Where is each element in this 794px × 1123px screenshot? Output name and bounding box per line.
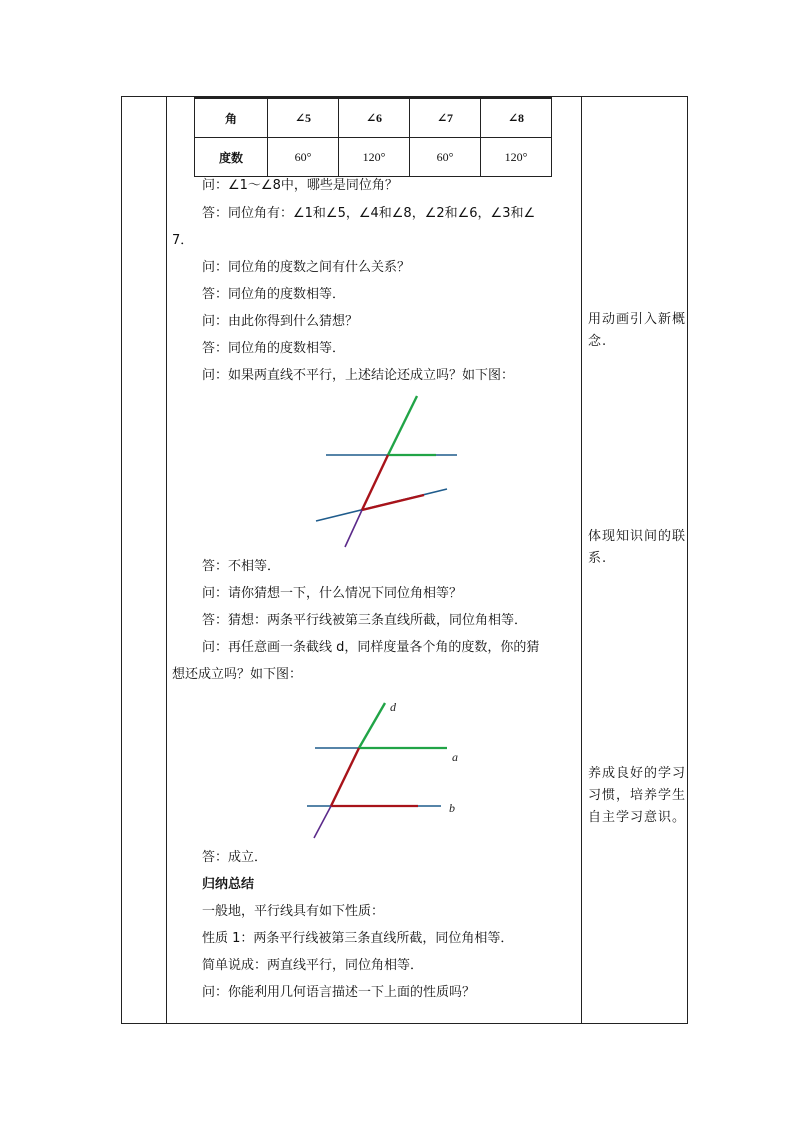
transversal-d-bottom [314,806,331,838]
answer-4: 答：不相等． [202,559,281,574]
table-cell: 角 [195,98,268,138]
question-3: 问：由此你得到什么猜想？ [202,314,359,329]
transversal-d-top [359,703,385,748]
table-cell: 120° [339,138,410,177]
summary-intro: 一般地，平行线具有如下性质： [202,904,385,919]
answer-6: 答：成立． [202,850,268,865]
table-cell: ∠8 [481,98,552,138]
question-6: 问：再任意画一条截线 d，同样度量各个角的度数，你的猜 [202,640,540,655]
table-cell: 60° [410,138,481,177]
label-b: b [449,801,455,815]
table-cell: 120° [481,138,552,177]
table-cell: ∠5 [268,98,339,138]
question-6-continued: 想还成立吗？如下图： [172,667,303,682]
transversal-d-middle [331,748,359,806]
property-1-short: 简单说成：两直线平行，同位角相等． [202,958,424,973]
table-cell: 度数 [195,138,268,177]
property-1: 性质 1：两条平行线被第三条直线所截，同位角相等． [202,931,514,946]
question-4: 问：如果两直线不平行，上述结论还成立吗？如下图： [202,368,515,383]
table-cell: 60° [268,138,339,177]
answer-3: 答：同位角的度数相等． [202,341,346,356]
summary-title: 归纳总结 [202,877,255,892]
design-note-1: 用动画引入新概念. [588,312,687,349]
table-cell: ∠7 [410,98,481,138]
label-a: a [452,750,458,764]
answer-1-continued: 7． [172,233,194,248]
question-1: 问：∠1～∠8中，哪些是同位角？ [202,178,398,193]
design-note-2: 体现知识间的联系. [588,529,687,566]
answer-2: 答：同位角的度数相等． [202,287,346,302]
question-7: 问：你能利用几何语言描述一下上面的性质吗？ [202,985,476,1000]
label-d: d [390,700,396,714]
design-note-3: 养成良好的学习习惯，培养学生自主学习意识。 [588,766,687,825]
table-cell: ∠6 [339,98,410,138]
answer-1: 答：同位角有：∠1和∠5，∠4和∠8，∠2和∠6，∠3和∠ [202,206,536,221]
question-5: 问：请你猜想一下，什么情况下同位角相等？ [202,586,463,601]
question-2: 问：同位角的度数之间有什么关系？ [202,260,411,275]
answer-5: 答：猜想：两条平行线被第三条直线所截，同位角相等． [202,613,528,628]
